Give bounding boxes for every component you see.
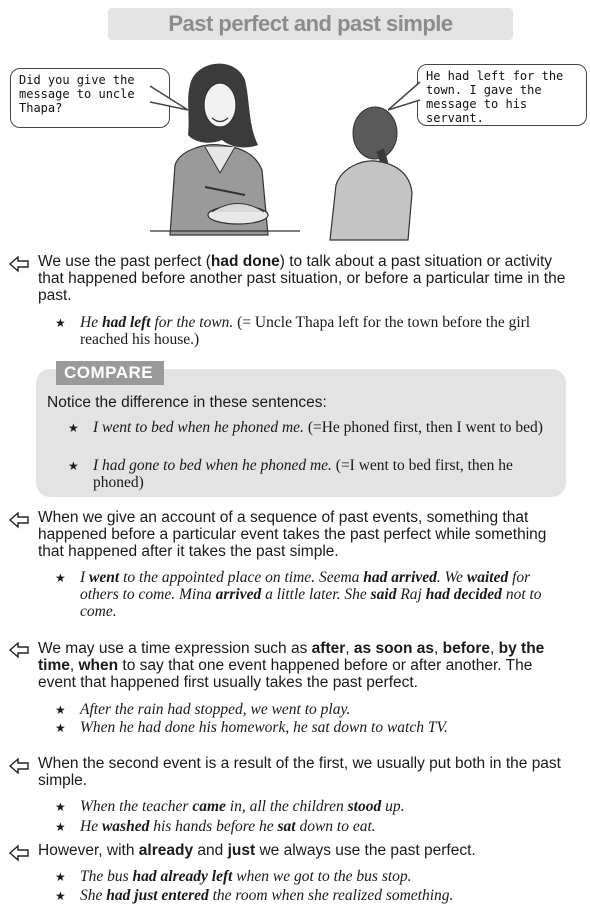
- star-icon: ★: [55, 870, 66, 884]
- rule-5-example-1: The bus had already left when we got to the bus stop.: [80, 868, 412, 885]
- speech-bubble-right-tail: [388, 78, 422, 112]
- hand-pointer-icon: [8, 511, 30, 529]
- star-icon: ★: [55, 571, 66, 585]
- rule-3-text: We may use a time expression such as after, as soon as, before, by the time, when to say that one event happened before or after another. The event that happened first usually takes the past perfect.: [38, 640, 545, 691]
- star-icon: ★: [55, 316, 66, 330]
- hand-pointer-icon: [8, 844, 30, 862]
- rule-1-text: We use the past perfect (had done) to talk about a past situation or activity that happened before another past situation, or before a particular time in the past.: [38, 253, 566, 304]
- rule-3-example-2: When he had done his homework, he sat down to watch TV.: [80, 719, 448, 736]
- hand-pointer-icon: [8, 641, 30, 659]
- rule-4-text: When the second event is a result of the first, we usually put both in the past simple.: [38, 755, 561, 789]
- rule-5-text: However, with already and just we always use the past perfect.: [38, 842, 476, 859]
- hand-pointer-icon: [8, 255, 30, 273]
- star-icon: ★: [68, 421, 79, 435]
- compare-intro: Notice the difference in these sentences:: [47, 394, 327, 411]
- rule-1-example: He had left for the town. (= Uncle Thapa left for the town before the girl reached his house.): [80, 314, 531, 348]
- page-title: Past perfect and past simple: [168, 11, 453, 36]
- rule-2-text: When we give an account of a sequence of past events, something that happened before a particular event takes the past perfect while something that happened after it takes the past simple.: [38, 509, 547, 560]
- compare-example-2: I had gone to bed when he phoned me. (=I went to bed first, then he phoned): [93, 457, 513, 491]
- rule-4-example-1: When the teacher came in, all the children stood up.: [80, 798, 405, 815]
- rule-5-example-2: She had just entered the room when she realized something.: [80, 887, 454, 904]
- compare-example-1: I went to bed when he phoned me. (=He phoned first, then I went to bed): [93, 419, 543, 436]
- star-icon: ★: [55, 703, 66, 717]
- hand-pointer-icon: [8, 757, 30, 775]
- star-icon: ★: [68, 459, 79, 473]
- title-banner: [108, 8, 513, 40]
- star-icon: ★: [55, 721, 66, 735]
- star-icon: ★: [55, 820, 66, 834]
- rule-2-example: I went to the appointed place on time. Seema had arrived. We waited for others to come. Mina arrived a little later. She said Raj had decided not to come.: [80, 569, 542, 620]
- rule-3-example-1: After the rain had stopped, we went to play.: [80, 701, 351, 718]
- star-icon: ★: [55, 889, 66, 903]
- speech-bubble-left-tail: [150, 82, 190, 112]
- rule-4-example-2: He washed his hands before he sat down to eat.: [80, 818, 376, 835]
- speech-bubble-left: Did you give the message to uncle Thapa?: [10, 68, 170, 128]
- speech-bubble-right: He had left for the town. I gave the message to his servant.: [417, 64, 587, 126]
- compare-label: COMPARE: [56, 361, 164, 385]
- star-icon: ★: [55, 800, 66, 814]
